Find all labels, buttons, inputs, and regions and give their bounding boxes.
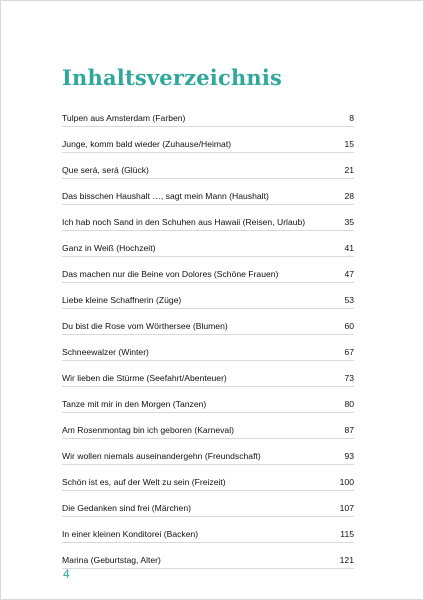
- toc-entry: [62, 127, 354, 153]
- toc-entry: [62, 439, 354, 465]
- toc-entry-title: Du bist die Rose vom Wörthersee (Blumen): [62, 322, 228, 331]
- toc-entry-page-number: 67: [344, 347, 354, 358]
- toc-entry-title: Tulpen aus Amsterdam (Farben): [62, 114, 186, 123]
- toc-entry-page-number: 87: [344, 425, 354, 436]
- toc-entry: [62, 179, 354, 205]
- toc-entry-page-number: 121: [339, 555, 354, 566]
- toc-entry-page-number: 115: [340, 529, 354, 540]
- toc-entry-page-number: 8: [349, 113, 354, 124]
- toc-entry: [62, 231, 354, 257]
- page-title: Inhaltsverzeichnis: [62, 65, 283, 90]
- toc-entry-title: Tanze mit mir in den Morgen (Tanzen): [62, 400, 207, 409]
- toc-entry: [62, 413, 354, 439]
- toc-entry-page-number: 93: [344, 451, 354, 462]
- toc-entry-title: In einer kleinen Konditorei (Backen): [62, 530, 199, 539]
- toc-entry-title: Schneewalzer (Winter): [62, 348, 149, 357]
- toc-entry-title: Wir wollen niemals auseinandergehn (Freundschaft): [62, 452, 261, 461]
- toc-entry-title: Que será, será (Glück): [62, 166, 149, 175]
- toc-entry: [62, 153, 354, 179]
- toc-entry-page-number: 80: [344, 399, 354, 410]
- toc-entry: [62, 491, 354, 517]
- toc-entry: [62, 101, 354, 127]
- toc-entry-page-number: 15: [344, 139, 354, 150]
- page-number: 4: [63, 567, 70, 581]
- toc-entry-page-number: 100: [339, 477, 354, 488]
- toc-entry-page-number: 107: [339, 503, 354, 514]
- toc-entry: [62, 517, 354, 543]
- toc-entry: [62, 257, 354, 283]
- toc-entry: [62, 335, 354, 361]
- toc-entry-title: Ich hab noch Sand in den Schuhen aus Hawaii (Reisen, Urlaub): [62, 218, 306, 227]
- toc-entry: [62, 309, 354, 335]
- toc-entry: [62, 361, 354, 387]
- toc-entry-page-number: 35: [344, 217, 354, 228]
- toc-entry: [62, 465, 354, 491]
- toc-entry: [62, 283, 354, 309]
- toc-entry-title: Am Rosenmontag bin ich geboren (Karneval): [62, 426, 234, 435]
- toc-entry-page-number: 47: [344, 269, 354, 280]
- toc-entry-title: Das bisschen Haushalt …, sagt mein Mann (Haushalt): [62, 192, 269, 201]
- toc-entry-title: Das machen nur die Beine von Dolores (Schöne Frauen): [62, 270, 279, 279]
- toc-entry: [62, 387, 354, 413]
- toc-entry-page-number: 41: [344, 243, 354, 254]
- toc-entry-page-number: 73: [344, 373, 354, 384]
- toc-entry-page-number: 60: [344, 321, 354, 332]
- table-of-contents: [62, 101, 354, 569]
- toc-entry-title: Liebe kleine Schaffnerin (Züge): [62, 296, 182, 305]
- toc-entry-title: Wir lieben die Stürme (Seefahrt/Abenteuer): [62, 374, 227, 383]
- toc-entry-title: Junge, komm bald wieder (Zuhause/Heimat): [62, 140, 232, 149]
- toc-entry: [62, 543, 354, 569]
- toc-entry-title: Ganz in Weiß (Hochzeit): [62, 244, 156, 253]
- toc-entry: [62, 205, 354, 231]
- toc-entry-title: Schön ist es, auf der Welt zu sein (Freizeit): [62, 478, 226, 487]
- toc-entry-page-number: 53: [344, 295, 354, 306]
- toc-entry-title: Marina (Geburtstag, Alter): [62, 556, 161, 565]
- toc-entry-title: Die Gedanken sind frei (Märchen): [62, 504, 191, 513]
- toc-entry-page-number: 21: [344, 165, 354, 176]
- toc-entry-page-number: 28: [344, 191, 354, 202]
